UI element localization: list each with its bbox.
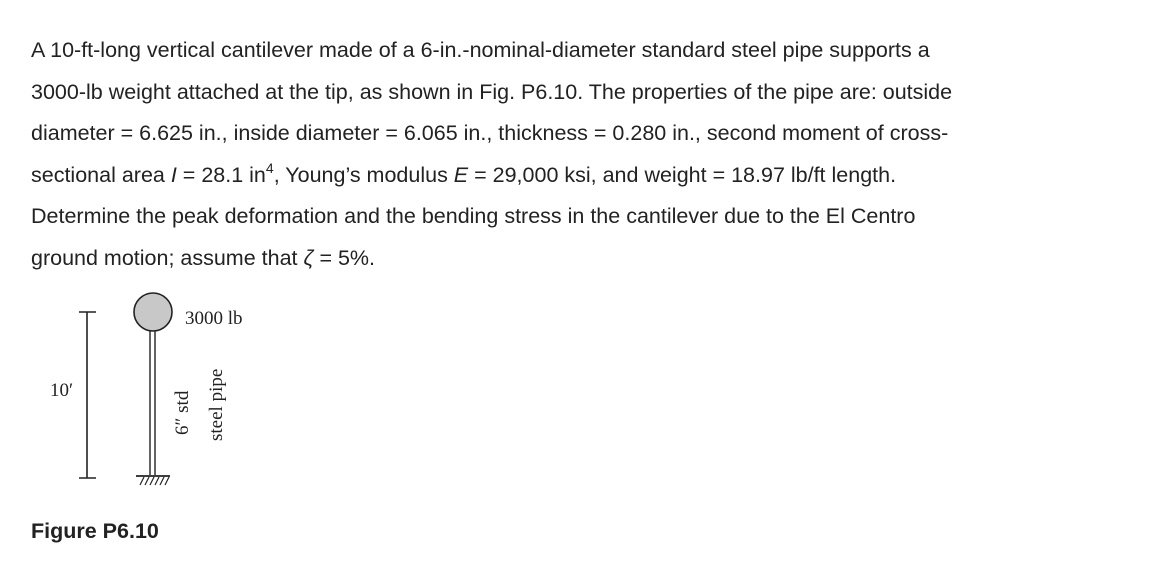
problem-line xyxy=(31,155,1141,197)
cantilever-diagram xyxy=(40,285,300,500)
steel-pipe xyxy=(150,330,155,475)
text-segment: = 28.1 in xyxy=(176,162,266,187)
cantilever-figure xyxy=(40,285,300,500)
problem-line xyxy=(31,238,1141,280)
pipe-size-label: 6″ std xyxy=(172,390,193,435)
problem-line: Determine the peak deformation and the bending stress in the cantilever due to the El Centro xyxy=(31,204,916,228)
tip-weight xyxy=(134,293,172,331)
symbol-E: E xyxy=(453,162,469,187)
dimension-line xyxy=(79,312,96,478)
symbol-I: I xyxy=(170,162,177,187)
figure-caption: Figure P6.10 xyxy=(31,519,159,543)
problem-statement xyxy=(31,30,1141,279)
problem-line: diameter = 6.625 in., inside diameter = 6.065 in., thickness = 0.280 in., second moment of cross- xyxy=(31,121,949,145)
problem-line: 3000-lb weight attached at the tip, as shown in Fig. P6.10. The properties of the pipe are: outside xyxy=(31,79,953,104)
superscript: 4 xyxy=(265,159,274,176)
text-segment: sectional area xyxy=(31,162,171,187)
fixed-support xyxy=(136,476,170,485)
text-segment: = 5%. xyxy=(313,245,376,270)
text-segment: ground motion; assume that xyxy=(31,245,304,270)
symbol-zeta: ζ xyxy=(303,245,314,270)
problem-line: A 10-ft-long vertical cantilever made of a 6-in.-nominal-diameter standard steel pipe supports a xyxy=(31,38,930,62)
text-segment: = 29,000 ksi, and weight = 18.97 lb/ft length. xyxy=(468,162,897,187)
height-label: 10′ xyxy=(50,380,74,401)
pipe-material-label: steel pipe xyxy=(206,368,227,441)
text-segment: , Young’s modulus xyxy=(273,162,454,187)
weight-label: 3000 lb xyxy=(185,308,243,329)
